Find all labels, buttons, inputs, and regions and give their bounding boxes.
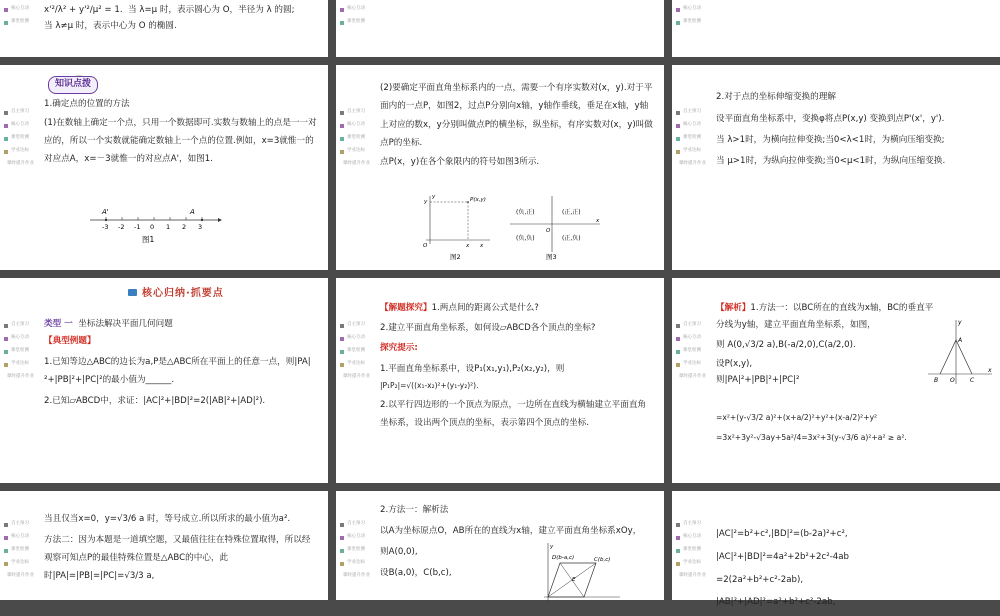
sidebar-item[interactable]: 课时提升作业 — [343, 374, 370, 380]
sidebar-item[interactable]: 自主预习 — [0, 107, 34, 118]
slide-6 — [672, 65, 1000, 270]
section-title: 核心归纳·抓要点 — [142, 288, 224, 299]
sidebar-item[interactable]: 学业达标 — [336, 146, 370, 157]
slide-11 — [336, 491, 664, 600]
sidebar-item[interactable]: 核心互动 — [336, 120, 370, 131]
slide-sidebar — [0, 519, 34, 584]
sidebar-item[interactable]: 课时提升作业 — [7, 161, 34, 167]
x-axis-label: x — [596, 218, 600, 224]
tick-label: 3 — [198, 223, 203, 231]
origin-label: O — [546, 228, 551, 234]
sidebar-item[interactable]: 自主预习 — [336, 519, 370, 530]
slide-sidebar — [672, 519, 706, 584]
x-axis-label: x — [988, 367, 992, 374]
paragraph: 当 μ>1时，为纵向拉伸变换;当0<μ<1时，为纵向压缩变换. — [716, 156, 946, 167]
sidebar-item[interactable]: 学业达标 — [0, 146, 34, 157]
tick-label: 1 — [166, 223, 171, 231]
tick-label: -2 — [118, 223, 125, 231]
paragraph: 方法二：因为本题是一道填空题，又最值往往在特殊位置取得，所以经观察可知点P的最佳特殊位置是△ABC的中心，此时|PA|=|PB|=|PC|=√3/3 a, — [44, 535, 311, 582]
vertex-b: B — [934, 377, 939, 384]
solution-p6: =3x²+3y²-√3ay+5a²/4=3x²+3(y-√3/6 a)²+a² ≥ a². — [716, 432, 907, 442]
sidebar-item[interactable]: 学业达标 — [0, 558, 34, 569]
slide-sidebar — [672, 107, 706, 172]
solution-label: 【解析】 — [716, 303, 751, 313]
paragraph: |AC|²+|BD|²=4a²+2b²+2c²-4ab — [716, 551, 849, 562]
section-heading: 1.确定点的位置的方法 — [44, 99, 130, 109]
paragraph: 当 λ>1时，为横向拉伸变换;当0<λ<1时，为横向压缩变换; — [716, 135, 945, 146]
slide-sidebar — [0, 107, 34, 172]
sidebar-item[interactable]: 课时提升作业 — [7, 374, 34, 380]
origin-o: O — [950, 377, 955, 384]
slide-body — [44, 511, 318, 588]
type-label: 类型 一 — [44, 319, 73, 329]
sidebar-item[interactable]: 自主预习 — [672, 519, 706, 530]
slide-body — [380, 79, 654, 172]
sidebar-item[interactable]: 课时提升作业 — [343, 573, 370, 579]
sidebar-item[interactable]: 自主预习 — [336, 107, 370, 118]
slide-1 — [0, 0, 328, 57]
sidebar-item[interactable]: 核心互动 — [0, 4, 34, 15]
slide-body — [44, 318, 318, 413]
slide-4 — [0, 65, 328, 270]
slide-2 — [336, 0, 664, 57]
solution-p4: 则|PA|²+|PB|²+|PC|² — [716, 374, 800, 385]
slide-body-formulas — [716, 410, 990, 449]
slide-sidebar — [0, 320, 34, 385]
slide-sidebar — [336, 320, 370, 385]
paragraph: 设平面直角坐标系中，变换φ将点P(x,y) 变换到点P'(x'，y'). — [716, 114, 945, 125]
solution-p1: 1.方法一：以BC所在的直线为x轴，BC的垂直平分线为y轴，建立平面直角坐标系，如图， — [716, 303, 934, 331]
slide-body — [44, 98, 318, 171]
vertex-c: C — [970, 377, 975, 384]
sidebar-item[interactable]: 自主预习 — [0, 519, 34, 530]
y-axis-label: y — [550, 544, 554, 550]
tick-label: -3 — [102, 223, 109, 231]
example-label: 【典型例题】 — [44, 336, 96, 347]
tick-label: 0 — [150, 223, 155, 231]
hint-label: 探究提示: — [380, 343, 418, 354]
point-label-a-prime: A' — [102, 208, 109, 216]
figure-caption: 图3 — [546, 253, 557, 261]
sidebar-item[interactable]: 自主预习 — [672, 320, 706, 331]
tick-label: 2 — [182, 223, 187, 231]
explore-q2: 2.建立平面直角坐标系，如何设▱ABCD各个顶点的坐标? — [380, 323, 596, 334]
sidebar-item[interactable]: 课堂检测 — [672, 346, 706, 357]
sidebar-item[interactable]: 学业达标 — [0, 359, 34, 370]
y-tick: y — [424, 199, 428, 205]
point-marker — [201, 219, 203, 221]
sidebar-item[interactable]: 学业达标 — [336, 558, 370, 569]
paragraph: 则A(0,0), — [380, 547, 418, 558]
sidebar-item[interactable]: 课堂检测 — [0, 346, 34, 357]
solution-p3: 设P(x,y), — [716, 358, 753, 369]
sidebar-item[interactable]: 核心互动 — [672, 333, 706, 344]
slide-sidebar — [336, 4, 370, 30]
sidebar-item[interactable]: 课堂检测 — [672, 133, 706, 144]
sidebar-item[interactable]: 课时提升作业 — [679, 161, 706, 167]
paragraph: |AC|²=b²+c²,|BD|²=(b-2a)²+c², — [716, 529, 848, 539]
paragraph: 当且仅当x=0，y=√3/6 a 时，等号成立.所以所求的最小值为a². — [44, 514, 291, 524]
number-line-figure — [86, 206, 226, 246]
figure-3 — [506, 192, 606, 262]
sidebar-item[interactable]: 自主预习 — [0, 320, 34, 331]
sidebar-item[interactable]: 自主预习 — [672, 107, 706, 118]
quadrant-4-label: (正,负) — [562, 235, 581, 242]
question-2: 2.已知▱ABCD中，求证：|AC|²+|BD|²=2(|AB|²+|AD|²). — [44, 395, 266, 406]
hint-a2: 2.以平行四边形的一个顶点为原点，一边所在直线为横轴建立平面直角坐标系，设出两个顶点的坐标，表示第四个顶点的坐标. — [380, 399, 647, 428]
slide-body — [716, 300, 938, 390]
slide-body — [716, 525, 990, 616]
sidebar-item[interactable]: 核心互动 — [336, 333, 370, 344]
sidebar-item[interactable]: 核心互动 — [672, 532, 706, 543]
sidebar-item[interactable]: 学业达标 — [672, 359, 706, 370]
triangle-figure — [926, 318, 996, 388]
y-axis-label: y — [958, 319, 962, 326]
point-label-a: A — [190, 208, 195, 216]
paragraph: |AB|²+|AD|²=a²+b²+c²-2ab, — [716, 597, 836, 608]
sidebar-item[interactable]: 课堂检测 — [336, 346, 370, 357]
sidebar-item[interactable]: 课堂检测 — [0, 545, 34, 556]
sidebar-item[interactable]: 核心互动 — [336, 532, 370, 543]
hint-a1: 1.平面直角坐标系中，设P₁(x₁,y₁),P₂(x₂,y₂)，则 — [380, 363, 565, 374]
vertex-c: C(b,c) — [594, 557, 611, 563]
explore-label: 【解题探究】 — [380, 303, 432, 313]
slide-10 — [0, 491, 328, 600]
slide-12 — [672, 491, 1000, 608]
tick-label: -1 — [134, 223, 141, 231]
text-line: 当 λ≠μ 时，表示中心为 O 的椭圆. — [44, 21, 177, 32]
text-line: 当 λ=μ 时，表示圆心为 O，半径为 λ 的圆; — [128, 5, 295, 15]
slide-sidebar — [336, 519, 370, 584]
slide-5 — [336, 65, 664, 270]
slide-sidebar — [0, 4, 34, 30]
paragraph: (2)要确定平面直角坐标系内的一点，需要一个有序实数对(x，y).对于平面内的一点P，如图2，过点P分别向x轴，y轴作垂线，垂足在x轴，y轴上对应的数x，y分别叫做点P的横坐标，纵坐标，有序实数对(x，y)叫做点P的坐标. — [380, 83, 653, 149]
x-tick: x — [466, 243, 470, 249]
parallelogram-figure — [534, 541, 624, 601]
sidebar-item[interactable]: 课堂检测 — [672, 17, 706, 28]
sidebar-item[interactable]: 自主预习 — [336, 320, 370, 331]
slide-body — [44, 4, 318, 37]
sidebar-item[interactable]: 课时提升作业 — [343, 161, 370, 167]
slide-sidebar — [672, 320, 706, 385]
slide-body — [380, 300, 654, 435]
section-badge: 知识点拨 — [48, 76, 98, 94]
sidebar-item[interactable]: 课堂检测 — [336, 133, 370, 144]
slide-9 — [672, 278, 1000, 483]
solution-p2: 则 A(0,√3/2 a),B(-a/2,0),C(a/2,0). — [716, 340, 856, 351]
paragraph: (1)在数轴上确定一个点，只用一个数据即可.实数与数轴上的点是一一对应的，所以一个实数就能确定数轴上一个点的位置.例如，x=3就惟一的对应点A，x=－3就惟一的对应点A'，如图1. — [44, 118, 317, 165]
y-axis-label: y — [432, 194, 436, 200]
sidebar-item[interactable]: 课时提升作业 — [679, 573, 706, 579]
x-axis-label: x — [480, 243, 484, 249]
quadrant-1-label: (正,正) — [562, 209, 581, 216]
sidebar-item[interactable]: 课堂检测 — [336, 545, 370, 556]
figure-2 — [416, 192, 496, 262]
vertex-a: A — [958, 337, 963, 344]
figure-caption: 图1 — [142, 235, 155, 244]
paragraph: =2(2a²+b²+c²-2ab), — [716, 574, 804, 585]
sidebar-item[interactable]: 核心互动 — [0, 532, 34, 543]
origin-label: O — [423, 243, 428, 249]
slide-sidebar — [336, 107, 370, 172]
quadrant-2-label: (负,正) — [516, 209, 535, 216]
paragraph: 设B(a,0)，C(b,c), — [380, 568, 452, 579]
sidebar-item[interactable]: 课时提升作业 — [7, 573, 34, 579]
point-e: E — [572, 577, 576, 583]
paragraph: 2.方法一：解析法 — [380, 505, 449, 515]
ellipse-formula: x'²/λ² + y'²/μ² = 1. — [44, 5, 123, 15]
section-heading: 2.对于点的坐标伸缩变换的理解 — [716, 92, 836, 102]
sidebar-item[interactable]: 学业达标 — [336, 359, 370, 370]
question-1: 1.已知等边△ABC的边长为a,P是△ABC所在平面上的任意一点，则|PA|²+|PB|²+|PC|²的最小值为______. — [44, 356, 311, 385]
book-icon — [128, 289, 137, 296]
slide-body — [716, 91, 990, 173]
explore-q1: 1.两点间的距离公式是什么? — [431, 303, 539, 313]
sidebar-item[interactable]: 核心互动 — [672, 120, 706, 131]
vertex-d: D(b-a,c) — [552, 555, 575, 561]
sidebar-item[interactable]: 课时提升作业 — [679, 374, 706, 380]
point-p-label: P(x,y) — [470, 197, 486, 203]
sidebar-item[interactable]: 课堂检测 — [672, 545, 706, 556]
paragraph: 以A为坐标原点O，AB所在的直线为x轴，建立平面直角坐标系xOy， — [380, 526, 642, 537]
paragraph: 点P(x，y)在各个象限内的符号如图3所示. — [380, 156, 540, 167]
sidebar-item[interactable]: 学业达标 — [672, 146, 706, 157]
slide-3 — [672, 0, 1000, 57]
slide-8 — [336, 278, 664, 483]
sidebar-item[interactable]: 核心互动 — [672, 4, 706, 15]
sidebar-item[interactable]: 核心互动 — [336, 4, 370, 15]
sidebar-item[interactable]: 课堂检测 — [0, 133, 34, 144]
type-text: 坐标法解决平面几何问题 — [78, 319, 173, 329]
quadrant-3-label: (负,负) — [516, 235, 535, 242]
sidebar-item[interactable]: 核心互动 — [0, 333, 34, 344]
slide-7 — [0, 278, 328, 483]
sidebar-item[interactable]: 学业达标 — [672, 558, 706, 569]
sidebar-item[interactable]: 核心互动 — [0, 120, 34, 131]
slide-sidebar — [672, 4, 706, 30]
sidebar-item[interactable]: 课堂检测 — [336, 17, 370, 28]
solution-p5: =x²+(y-√3/2 a)²+(x+a/2)²+y²+(x-a/2)²+y² — [716, 413, 878, 422]
sidebar-item[interactable]: 课堂检测 — [0, 17, 34, 28]
distance-formula: |P₁P₂|=√((x₁-x₂)²+(y₁-y₂)²). — [380, 380, 479, 390]
figure-caption: 图2 — [450, 253, 461, 261]
point-marker — [105, 219, 107, 221]
